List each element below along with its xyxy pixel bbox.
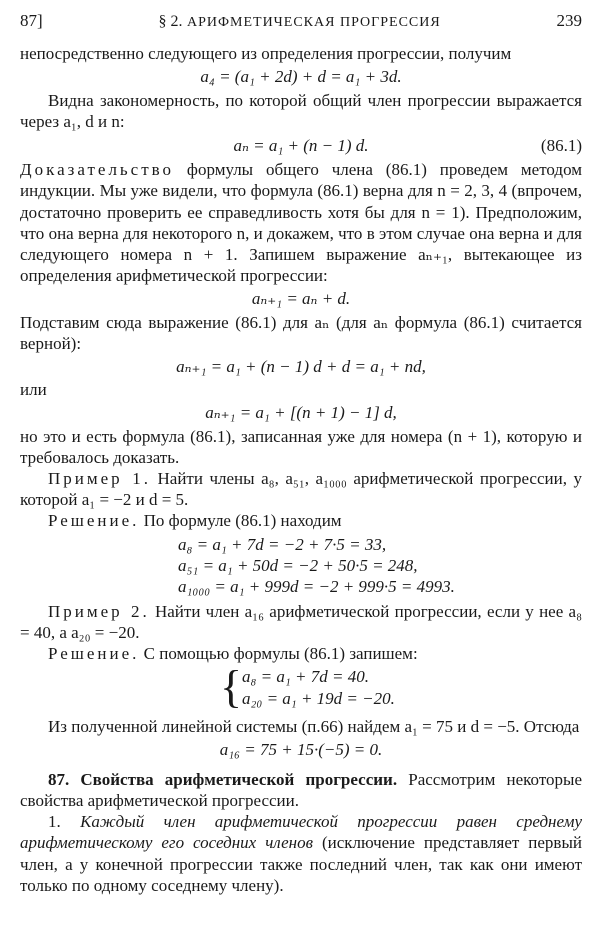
example-2-heading: Пример 2. xyxy=(48,601,150,621)
calculation-block xyxy=(178,534,478,597)
example-1-heading: Пример 1. xyxy=(48,469,151,489)
formula-recurrence: aₙ₊₁ = aₙ + d. xyxy=(251,289,351,309)
section-87 xyxy=(20,769,582,811)
paragraph-proof xyxy=(20,159,582,286)
formula-bracket: aₙ₊₁ = a₁ + [(n + 1) − 1] d, xyxy=(205,403,397,423)
proof-heading: Доказательство xyxy=(20,160,175,180)
running-header xyxy=(20,10,582,33)
solution-1-heading: Решение. xyxy=(48,511,140,531)
formula-86-1 xyxy=(20,135,582,156)
paragraph-4: Подставим сюда выражение (86.1) для aₙ (для aₙ формула (86.1) считается верной): xyxy=(20,312,582,353)
example-2 xyxy=(20,601,582,643)
property-1-number: 1. xyxy=(48,812,81,832)
proof-text: формулы общего члена (86.1) проведем методом индукции. Мы уже видели, что формула (86.1) верна для n = 2, 3, 4 (впрочем, достаточно проверить ее справедливость хотя бы для n = 1). Предположим, что она верна для некоторого n, и докажем, что в этом случае она верна и для следующего номера n + 1. Запишем выражение aₙ₊₁, вытекающее из определения арифметической прогрессии: xyxy=(20,160,582,286)
example-1 xyxy=(20,468,582,510)
page-number: 239 xyxy=(556,11,582,30)
calc-line: a₈ = a₁ + 7d = −2 + 7·5 = 33, xyxy=(178,534,387,554)
paragraph-6: но это и есть формула (86.1), записанная уже для номера (n + 1), которую и требовалось доказать. xyxy=(20,426,582,467)
example-1-text: Найти члены a₈, a₅₁, a₁₀₀₀ арифметической прогрессии, у которой a₁ = −2 и d = 5. xyxy=(20,469,582,510)
system-line: a₈ = a₁ + 7d = 40. xyxy=(242,667,369,687)
solution-2 xyxy=(20,643,582,664)
calc-line: a₁₀₀₀ = a₁ + 999d = −2 + 999·5 = 4993. xyxy=(178,576,455,596)
property-1-statement: Каждый член арифметической прогрессии равен среднему арифметическому его соседних членов xyxy=(20,812,582,853)
example-2-text: Найти член a₁₆ арифметической прогрессии, если у нее a₈ = 40, а a₂₀ = −20. xyxy=(20,601,582,642)
equation-system xyxy=(220,661,582,713)
header-title xyxy=(158,11,440,33)
property-1-remark: (исключение представляет первый член, а у конечной прогрессии также последний член, так как они имеют только по одному соседнему члену). xyxy=(20,833,582,895)
left-brace: { xyxy=(220,661,243,713)
system-line: a₂₀ = a₁ + 19d = −20. xyxy=(242,689,395,709)
formula-86-1-body: aₙ = a₁ + (n − 1) d. xyxy=(233,136,369,156)
property-1 xyxy=(20,811,582,896)
solution-1-text: По формуле (86.1) находим xyxy=(139,511,342,531)
solution-2-text: С помощью формулы (86.1) запишем: xyxy=(139,644,418,664)
solution-2-heading: Решение. xyxy=(48,644,140,664)
calc-line: a₅₁ = a₁ + 50d = −2 + 50·5 = 248, xyxy=(178,555,418,575)
header-title-text: АРИФМЕТИЧЕСКАЯ ПРОГРЕССИЯ xyxy=(186,15,441,30)
header-left: 87] xyxy=(20,11,43,30)
solution-1 xyxy=(20,510,582,531)
header-section: § 2. xyxy=(158,13,183,30)
formula-substitution: aₙ₊₁ = a₁ + (n − 1) d + d = a₁ + nd, xyxy=(176,357,426,377)
formula-a4: a₄ = (a₁ + 2d) + d = a₁ + 3d. xyxy=(200,67,402,87)
paragraph-or: или xyxy=(20,380,47,400)
equation-number: (86.1) xyxy=(540,136,582,156)
section-87-heading: 87. Свойства арифметической прогрессии. xyxy=(48,769,398,789)
paragraph-7: Из полученной линейной системы (п.66) найдем a₁ = 75 и d = −5. Отсюда xyxy=(48,717,580,737)
paragraph-2: Видна закономерность, по которой общий член прогрессии выражается через a₁, d и n: xyxy=(20,90,582,131)
section-87-text: Рассмотрим некоторые свойства арифметической прогрессии. xyxy=(20,769,582,810)
paragraph-1: непосредственно следующего из определения прогрессии, получим xyxy=(20,44,512,64)
formula-a16: a₁₆ = 75 + 15·(−5) = 0. xyxy=(219,740,383,760)
